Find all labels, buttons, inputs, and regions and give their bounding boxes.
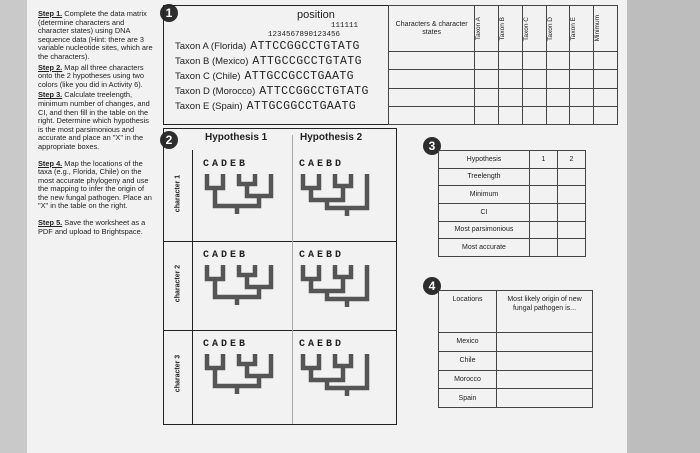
origin-spain[interactable] (497, 389, 593, 408)
step-5: Step 5. Save the worksheet as a PDF and upload to Brightspace. (38, 218, 146, 236)
h1-taxa-row-3: CADEB (203, 339, 249, 350)
section-1-badge: 1 (160, 4, 178, 22)
locations-header: Locations (439, 291, 497, 333)
taxon-d-row: Taxon D (Morocco) ATTCCGGCCTGTATG (175, 85, 369, 98)
location-mexico: Mexico (439, 333, 497, 352)
h1-taxa-row-2: CADEB (203, 250, 249, 261)
character-1-label: character 1 (174, 174, 182, 213)
parsimonious-h1[interactable] (529, 221, 557, 239)
character-3-label: character 3 (174, 354, 182, 393)
row-treelength: Treelength (439, 168, 530, 186)
h2-taxa-row-3: CAEBD (299, 339, 345, 350)
step-4: Step 4. Map the locations of the taxa (e.g., Florida, Chile) on the most accurate phylogeny and use the mapping to infer the origin of the new fungal pathogen. Place an "X" in the table on the right. (38, 158, 152, 211)
section-3-badge: 3 (423, 137, 441, 155)
row-most-accurate: Most accurate (439, 239, 530, 257)
step-2: Step 2. Map all three characters onto the 2 hypotheses using two colors (like you did in Activity 6). (38, 62, 145, 89)
col-taxon-d: Taxon D (546, 16, 554, 41)
col-taxon-c: Taxon C (522, 16, 530, 41)
step-1: Step 1. Complete the data matrix (determine characters and character states) using DNA sequence data (Hint: there are 3 variable nucleotide sites, which are the characters). (38, 9, 153, 61)
origin-morocco[interactable] (497, 370, 593, 389)
treelength-h2[interactable] (557, 168, 585, 186)
origin-chile[interactable] (497, 351, 593, 370)
parsimonious-h2[interactable] (557, 221, 585, 239)
position-tens: 111111 (331, 22, 359, 30)
taxon-c-row: Taxon C (Chile) ATTGCCGCCTGAATG (175, 70, 354, 83)
h2-taxa-row-2: CAEBD (299, 250, 345, 261)
step-3: Step 3. Calculate treelength, minimum number of changes, and CI, and then fill in the table on the right. Determine which hypothesis is the most parsimonious and accurate and place an "X" in the appropriate boxes. (38, 90, 150, 151)
origin-table (438, 290, 593, 408)
row-ci: CI (439, 203, 530, 221)
hyp-col-2: 2 (557, 151, 585, 169)
origin-mexico[interactable] (497, 333, 593, 352)
col-minimum: Minimum (594, 15, 602, 42)
location-morocco: Morocco (439, 370, 497, 389)
hypothesis-1-label: Hypothesis 1 (205, 132, 268, 143)
position-label: position (297, 9, 335, 21)
h1-taxa-row-1: CADEB (203, 159, 249, 170)
hypothesis-2-label: Hypothesis 2 (300, 132, 363, 143)
location-spain: Spain (439, 389, 497, 408)
taxon-a-row: Taxon A (Florida) ATTCCGGCCTGTATG (175, 40, 360, 53)
minimum-h1[interactable] (529, 186, 557, 204)
ci-h1[interactable] (529, 203, 557, 221)
hypothesis-header: Hypothesis (439, 151, 530, 169)
section-2-badge: 2 (160, 131, 178, 149)
col-taxon-e: Taxon E (570, 16, 578, 41)
character-2-label: character 2 (174, 264, 182, 303)
taxon-b-row: Taxon B (Mexico) ATTGCCGCCTGTATG (175, 55, 362, 68)
col-taxon-b: Taxon B (499, 16, 507, 41)
location-chile: Chile (439, 351, 497, 370)
h2-taxa-row-1: CAEBD (299, 159, 345, 170)
row-most-parsimonious: Most parsimonious (439, 221, 530, 239)
matrix-header: Characters & character states (389, 6, 475, 52)
parsimony-table (438, 150, 586, 257)
position-ones: 1234567890123456 (268, 31, 341, 39)
accurate-h1[interactable] (529, 239, 557, 257)
minimum-h2[interactable] (557, 186, 585, 204)
origin-header: Most likely origin of new fungal pathogen is... (497, 291, 593, 333)
row-minimum: Minimum (439, 186, 530, 204)
section-4-badge: 4 (423, 277, 441, 295)
treelength-h1[interactable] (529, 168, 557, 186)
accurate-h2[interactable] (557, 239, 585, 257)
taxon-e-row: Taxon E (Spain) ATTGCGGCCTGAATG (175, 100, 357, 113)
ci-h2[interactable] (557, 203, 585, 221)
col-taxon-a: Taxon A (475, 16, 483, 41)
hyp-col-1: 1 (529, 151, 557, 169)
